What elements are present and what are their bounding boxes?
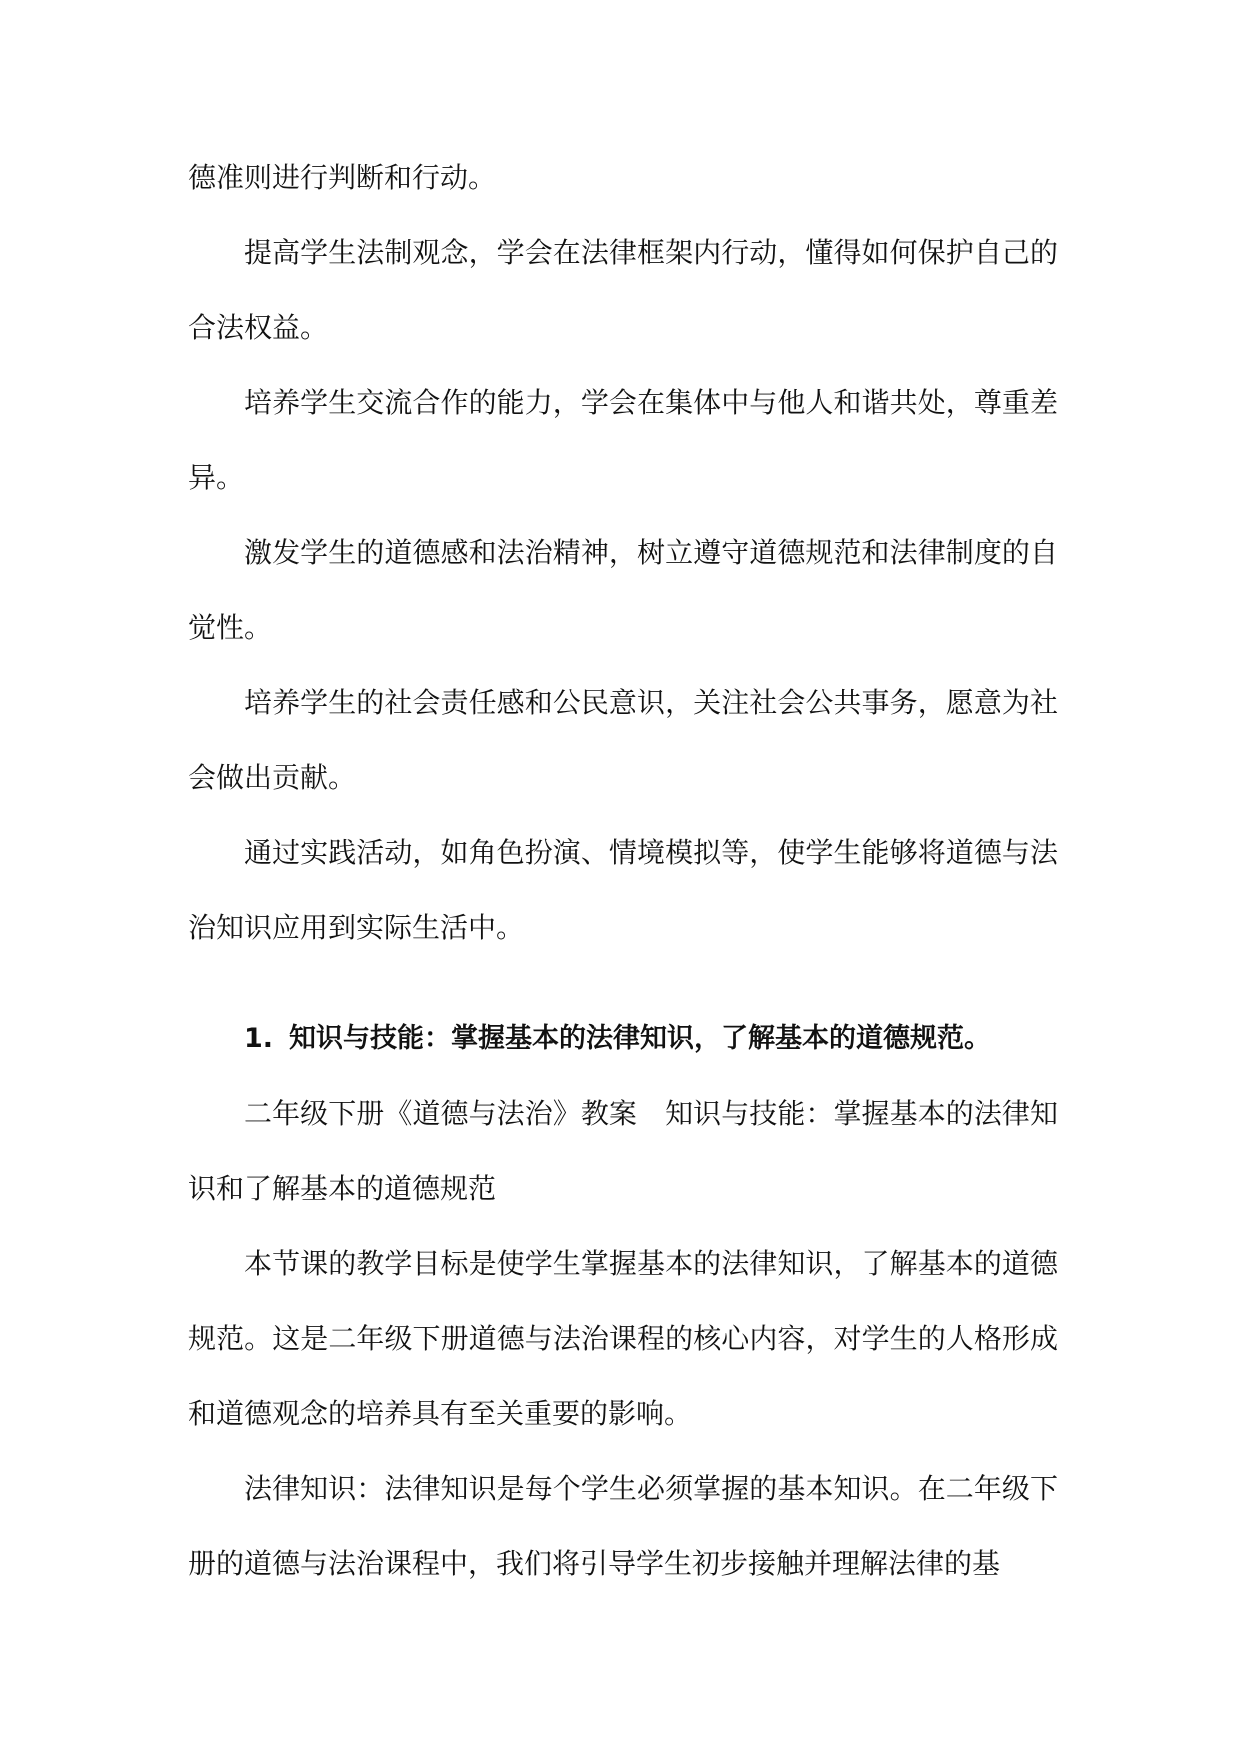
paragraph-lesson-title: 二年级下册《道德与法治》教案 知识与技能：掌握基本的法律知识和了解基本的道德规范 <box>188 1097 1058 1205</box>
paragraph-social-responsibility: 培养学生的社会责任感和公民意识，关注社会公共事务，愿意为社会做出贡献。 <box>188 686 1058 794</box>
paragraph-cooperation: 培养学生交流合作的能力，学会在集体中与他人和谐共处，尊重差异。 <box>188 386 1058 494</box>
paragraph-teaching-goal: 本节课的教学目标是使学生掌握基本的法律知识，了解基本的道德规范。这是二年级下册道德与法治课程的核心内容，对学生的人格形成和道德观念的培养具有至关重要的影响。 <box>188 1247 1058 1430</box>
paragraph-continuation: 德准则进行判断和行动。 <box>188 161 497 194</box>
paragraph-moral-sense: 激发学生的道德感和法治精神，树立遵守道德规范和法律制度的自觉性。 <box>188 536 1058 644</box>
paragraph-practice-activities: 通过实践活动，如角色扮演、情境模拟等，使学生能够将道德与法治知识应用到实际生活中。 <box>188 836 1058 944</box>
paragraph-legal-awareness: 提高学生法制观念，学会在法律框架内行动，懂得如何保护自己的合法权益。 <box>188 236 1058 344</box>
section-title: 知识与技能：掌握基本的法律知识，了解基本的道德规范。 <box>289 1023 992 1054</box>
section-heading <box>188 1001 1058 1076</box>
paragraph-legal-knowledge: 法律知识：法律知识是每个学生必须掌握的基本知识。在二年级下册的道德与法治课程中，我们将引导学生初步接触并理解法律的基 <box>188 1472 1058 1580</box>
section-number: 1. <box>244 1023 274 1054</box>
document-page <box>188 140 1058 1601</box>
